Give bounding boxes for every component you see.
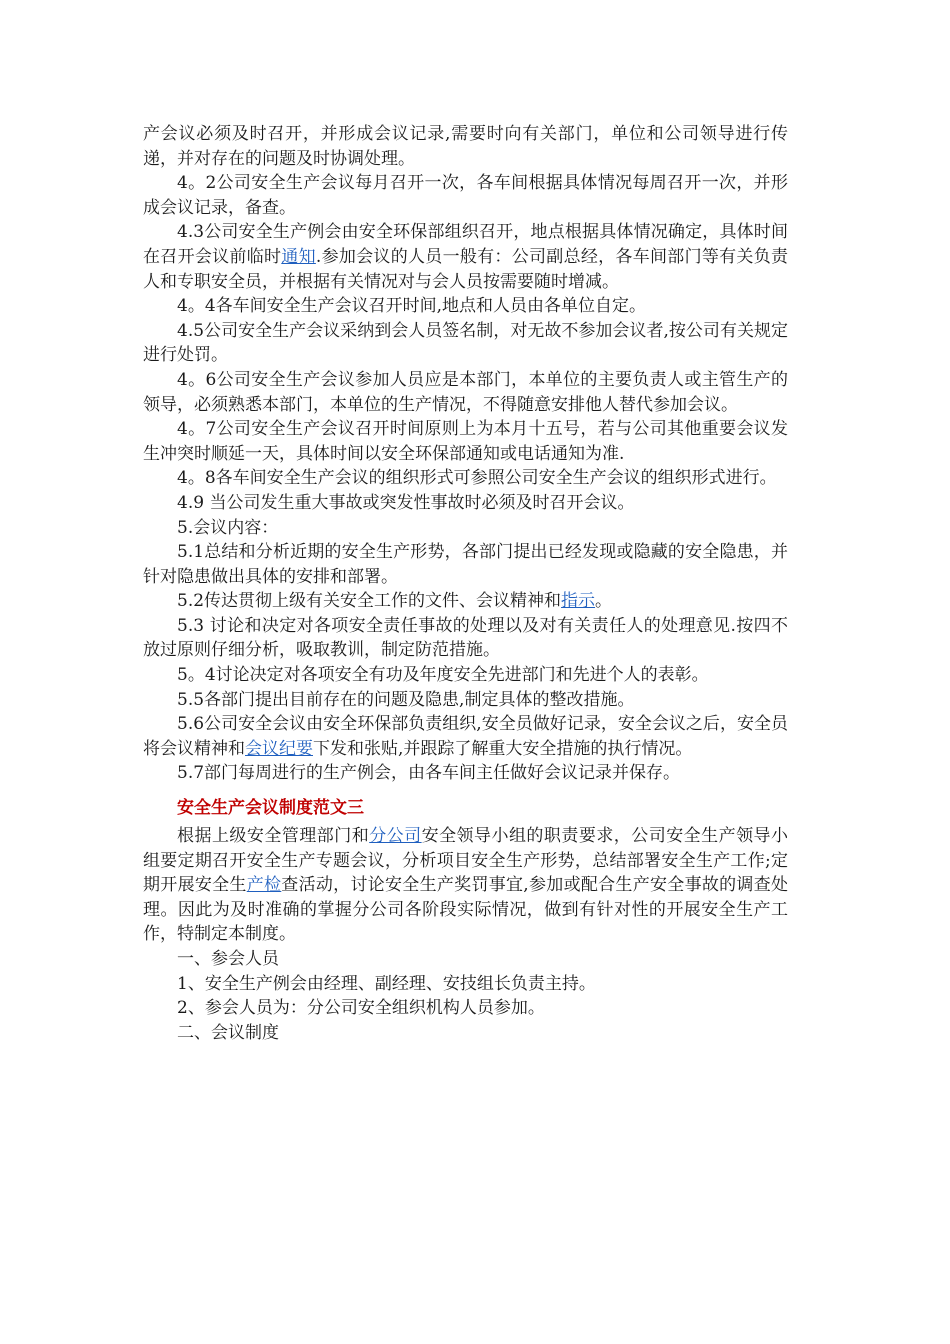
paragraph-text: 4.3公司安全生产例会由安全环保部组织召开，地点根据具体情况确定，具体时间在召开会议前临时 bbox=[143, 222, 788, 267]
paragraph: 4。6公司安全生产会议参加人员应是本部门，本单位的主要负责人或主管生产的领导，必须熟悉本部门，本单位的生产情况，不得随意安排他人替代参加会议。 bbox=[143, 369, 788, 415]
paragraph bbox=[143, 220, 788, 294]
paragraph-text: 查活动，讨论安全生产奖罚事宜,参加或配合生产安全事故的调查处理。因此为及时准确的掌握分公司各阶段实际情况，做到有针对性的开展安全生产工作，特制定本制度。 bbox=[143, 875, 789, 945]
paragraph-text: 5.6公司安全会议由安全环保部负责组织,安全员做好记录，安全会议之后，安全员将会议精神和 bbox=[143, 714, 788, 759]
link-notice[interactable]: 通知 bbox=[281, 246, 316, 267]
paragraph-text: 安全领导小组的职责要求，公司安全生产领导小组要定期召开安全生产专题会议，分析项目安全生产形势，总结部署安全生产工作;定期开展安全生 bbox=[143, 826, 789, 896]
paragraph: 5.会议内容： bbox=[177, 517, 279, 538]
paragraph: 4。2公司安全生产会议每月召开一次，各车间根据具体情况每周召开一次，并形成会议记录，备查。 bbox=[143, 173, 788, 218]
paragraph: 5.5各部门提出目前存在的问题及隐患,制定具体的整改措施。 bbox=[177, 689, 635, 710]
paragraph: 4.5公司安全生产会议采纳到会人员签名制，对无故不参加会议者,按公司有关规定进行处罚。 bbox=[143, 320, 788, 366]
paragraph: 5.7部门每周进行的生产例会，由各车间主任做好会议记录并保存。 bbox=[177, 763, 681, 784]
paragraph bbox=[143, 824, 788, 947]
paragraph bbox=[143, 589, 788, 614]
paragraph-text: .参加会议的人员一般有：公司副总经，各车间部门等有关负责人和专职安全员，并根据有关情况对与会人员按需要随时增减。 bbox=[143, 246, 789, 292]
paragraph-text: 根据上级安全管理部门和 bbox=[177, 826, 370, 847]
link-instructions[interactable]: 指示 bbox=[561, 591, 596, 612]
paragraph: 4。7公司安全生产会议召开时间原则上为本月十五号，若与公司其他重要会议发生冲突时顺延一天，具体时间以安全环保部通知或电话通知为准. bbox=[143, 419, 788, 464]
paragraph-text: 。 bbox=[595, 591, 613, 612]
document-body bbox=[143, 122, 788, 1045]
paragraph: 4.9 当公司发生重大事故或突发性事故时必须及时召开会议。 bbox=[177, 492, 635, 513]
paragraph: 产会议必须及时召开，并形成会议记录,需要时向有关部门，单位和公司领导进行传递，并对存在的问题及时协调处理。 bbox=[143, 124, 788, 169]
paragraph: 5.3 讨论和决定对各项安全责任事故的处理以及对有关责任人的处理意见.按四不放过原则仔细分析，吸取教训，制定防范措施。 bbox=[143, 615, 788, 661]
paragraph bbox=[143, 712, 788, 761]
paragraph: 一、参会人员 bbox=[177, 949, 279, 969]
paragraph: 二、会议制度 bbox=[177, 1022, 279, 1043]
paragraph-text: 下发和张贴,并跟踪了解重大安全措施的执行情况。 bbox=[313, 738, 693, 759]
link-branch-company[interactable]: 分公司 bbox=[369, 826, 422, 847]
link-meeting-minutes[interactable]: 会议纪要 bbox=[245, 738, 313, 759]
paragraph: 2、参会人员为：分公司安全组织机构人员参加。 bbox=[177, 998, 545, 1019]
paragraph: 1、安全生产例会由经理、副经理、安技组长负责主持。 bbox=[177, 973, 596, 994]
section-heading: 安全生产会议制度范文三 bbox=[177, 798, 364, 819]
paragraph: 4。8各车间安全生产会议的组织形式可参照公司安全生产会议的组织形式进行。 bbox=[177, 468, 777, 489]
paragraph-text: 5.2传达贯彻上级有关安全工作的文件、会议精神和 bbox=[177, 591, 562, 612]
link-production-inspection[interactable]: 产检 bbox=[246, 875, 282, 896]
paragraph: 5.1总结和分析近期的安全生产形势，各部门提出已经发现或隐藏的安全隐患，并针对隐患做出具体的安排和部署。 bbox=[143, 542, 788, 587]
paragraph: 4。4各车间安全生产会议召开时间,地点和人员由各单位自定。 bbox=[177, 296, 647, 317]
paragraph: 5。4讨论决定对各项安全有功及年度安全先进部门和先进个人的表彰。 bbox=[177, 665, 709, 686]
